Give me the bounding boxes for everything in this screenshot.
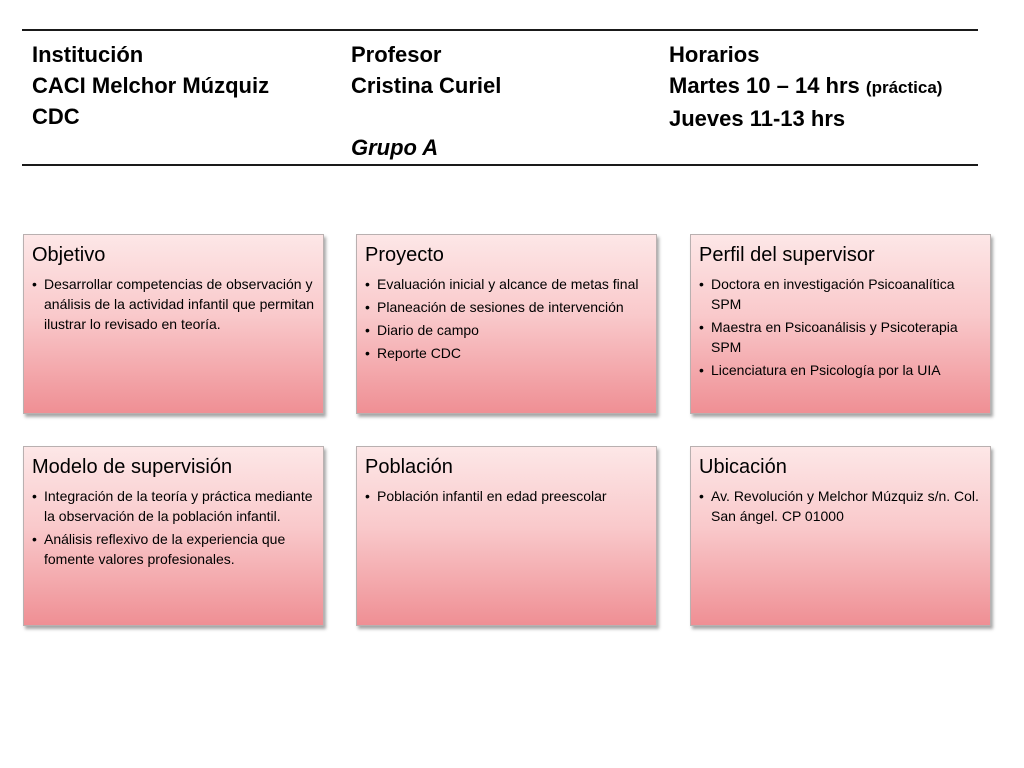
card-title: Perfil del supervisor bbox=[699, 244, 875, 266]
institucion-unit: CDC bbox=[32, 104, 80, 129]
card-title: Modelo de supervisión bbox=[32, 456, 233, 478]
list-item: • Av. Revolución y Melchor Múzquiz s/n. Col. San ángel. CP 01000 bbox=[699, 486, 983, 526]
institucion-label: Institución bbox=[32, 42, 144, 67]
card-list bbox=[699, 486, 983, 526]
list-item: • Licenciatura en Psicología por la UIA bbox=[699, 360, 983, 380]
list-item: • Población infantil en edad preescolar bbox=[365, 486, 649, 506]
horario-martes-time: Martes 10 – 14 hrs bbox=[669, 73, 860, 98]
horarios-column bbox=[669, 39, 942, 134]
objetivo-card bbox=[23, 234, 324, 414]
list-item: • Diario de campo bbox=[365, 320, 649, 340]
list-item: • Desarrollar competencias de observación y análisis de la actividad infantil que permitan ilustrar lo revisado en teoría. bbox=[32, 274, 316, 334]
horario-jueves: Jueves 11-13 hrs bbox=[669, 106, 846, 131]
card-title: Proyecto bbox=[365, 244, 444, 266]
profesor-name: Cristina Curiel bbox=[351, 73, 502, 98]
horarios-label: Horarios bbox=[669, 42, 760, 67]
card-list bbox=[32, 486, 316, 569]
list-item: • Doctora en investigación Psicoanalítica SPM bbox=[699, 274, 983, 314]
horario-martes-note: (práctica) bbox=[865, 78, 943, 97]
list-item: • Integración de la teoría y práctica mediante la observación de la población infantil. bbox=[32, 486, 316, 526]
poblacion-card bbox=[356, 446, 657, 626]
group-name: Grupo A bbox=[351, 135, 439, 160]
card-list bbox=[699, 274, 983, 380]
list-item: • Planeación de sesiones de intervención bbox=[365, 297, 649, 317]
profesor-label: Profesor bbox=[351, 42, 442, 67]
ubicacion-card bbox=[690, 446, 991, 626]
card-title: Ubicación bbox=[699, 456, 787, 478]
card-list bbox=[365, 486, 649, 506]
institucion-column bbox=[32, 39, 269, 132]
list-item: • Maestra en Psicoanálisis y Psicoterapia SPM bbox=[699, 317, 983, 357]
list-item: • Reporte CDC bbox=[365, 343, 649, 363]
card-title: Objetivo bbox=[32, 244, 106, 266]
spacer bbox=[351, 101, 501, 132]
list-item: • Evaluación inicial y alcance de metas final bbox=[365, 274, 649, 294]
card-list bbox=[365, 274, 649, 363]
horario-martes bbox=[669, 70, 942, 103]
perfil-supervisor-card bbox=[690, 234, 991, 414]
proyecto-card bbox=[356, 234, 657, 414]
profesor-column bbox=[351, 39, 501, 163]
list-item: • Análisis reflexivo de la experiencia que fomente valores profesionales. bbox=[32, 529, 316, 569]
card-title: Población bbox=[365, 456, 453, 478]
header-table bbox=[22, 29, 978, 166]
institucion-name: CACI Melchor Múzquiz bbox=[32, 73, 270, 98]
card-list bbox=[32, 274, 316, 334]
modelo-supervision-card bbox=[23, 446, 324, 626]
